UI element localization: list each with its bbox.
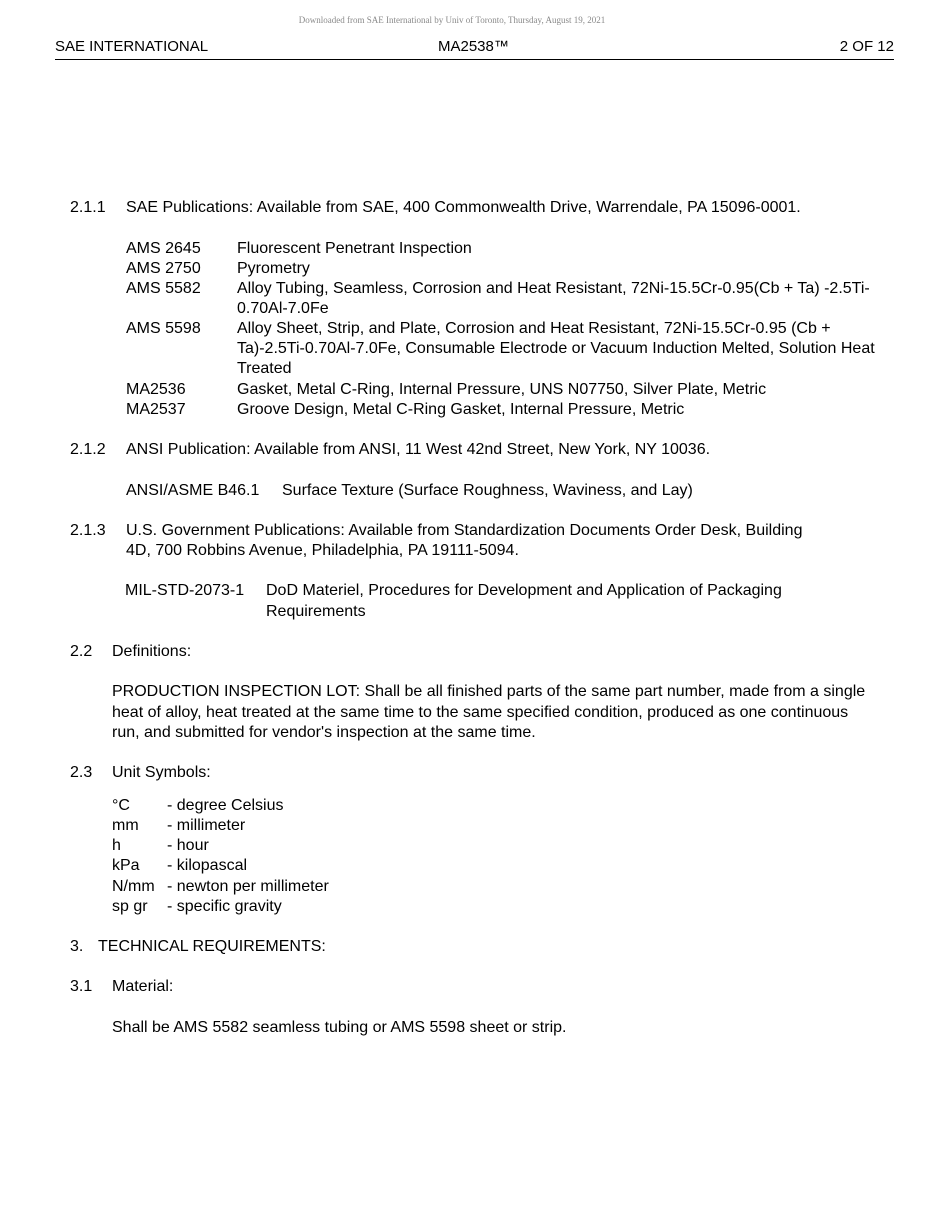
- publication-title: Pyrometry: [237, 260, 310, 277]
- publication-code: AMS 2645: [126, 240, 201, 257]
- publication-code-ansi: ANSI/ASME B46.1: [126, 482, 260, 499]
- section-text-2-1-3-line1: U.S. Government Publications: Available from Standardization Documents Order Desk, Building: [126, 522, 803, 539]
- publication-title: Groove Design, Metal C-Ring Gasket, Internal Pressure, Metric: [237, 401, 685, 418]
- page-header: [55, 38, 894, 60]
- publication-code: MA2536: [126, 381, 186, 398]
- section-title-material: Material:: [112, 978, 174, 995]
- publication-title-mil-line1: DoD Materiel, Procedures for Development and Application of Packaging: [266, 582, 782, 599]
- section-number-2-2: 2.2: [70, 643, 93, 660]
- section-number-3-1: 3.1: [70, 978, 93, 995]
- list-item: [126, 319, 886, 379]
- publication-code-mil: MIL-STD-2073-1: [125, 582, 245, 599]
- unit-symbol: sp gr: [112, 898, 148, 915]
- section-text-2-1-1: SAE Publications: Available from SAE, 400 Commonwealth Drive, Warrendale, PA 15096-0001.: [126, 199, 801, 216]
- section-number-2-1-2: 2.1.2: [70, 441, 106, 458]
- list-item: [126, 239, 886, 259]
- list-item: [126, 259, 886, 279]
- download-watermark: Downloaded from SAE International by Univ of Toronto, Thursday, August 19, 2021: [298, 15, 606, 25]
- unit-meaning: - millimeter: [167, 817, 246, 834]
- publication-code: AMS 2750: [126, 260, 201, 277]
- section-number-2-1-1: 2.1.1: [70, 199, 106, 216]
- section-text-2-1-2: ANSI Publication: Available from ANSI, 11 West 42nd Street, New York, NY 10036.: [126, 441, 711, 458]
- unit-meaning: - degree Celsius: [167, 797, 284, 814]
- unit-symbol: h: [112, 837, 121, 854]
- unit-symbol: kPa: [112, 857, 140, 874]
- definition-paragraph: PRODUCTION INSPECTION LOT: Shall be all finished parts of the same part number, made from a single heat of alloy, heat treated at the same time to the same specified condition, produced as one continuous run, and submitted for vendor's inspection at the same time.: [112, 683, 866, 741]
- section-number-2-3: 2.3: [70, 764, 93, 781]
- publication-code: AMS 5582: [126, 280, 201, 297]
- section-text-2-1-3-line2: 4D, 700 Robbins Avenue, Philadelphia, PA 19111-5094.: [126, 542, 519, 559]
- unit-meaning: - newton per millimeter: [167, 878, 329, 895]
- section-title-technical-requirements: TECHNICAL REQUIREMENTS:: [98, 938, 326, 955]
- unit-symbol: mm: [112, 817, 139, 834]
- header-organization: SAE INTERNATIONAL: [55, 38, 209, 55]
- publication-title-mil-line2: Requirements: [266, 603, 366, 620]
- header-page-number: 2 OF 12: [839, 38, 894, 55]
- list-item: [126, 279, 886, 319]
- publication-title-ansi: Surface Texture (Surface Roughness, Waviness, and Lay): [282, 482, 693, 499]
- list-item: [126, 380, 886, 400]
- section-title-definitions: Definitions:: [112, 643, 192, 660]
- unit-meaning: - hour: [167, 837, 209, 854]
- unit-meaning: - specific gravity: [167, 898, 282, 915]
- section-number-3: 3.: [70, 938, 84, 955]
- section-number-2-1-3: 2.1.3: [70, 522, 106, 539]
- publication-code: MA2537: [126, 401, 186, 418]
- material-paragraph: Shall be AMS 5582 seamless tubing or AMS 5598 sheet or strip.: [112, 1019, 567, 1036]
- section-title-unit-symbols: Unit Symbols:: [112, 764, 211, 781]
- unit-meaning: - kilopascal: [167, 857, 248, 874]
- list-item: [126, 400, 886, 420]
- publication-title: Alloy Tubing, Seamless, Corrosion and Heat Resistant, 72Ni-15.5Cr-0.95(Cb + Ta) -2.5Ti-0.70Al-7.0Fe: [237, 280, 870, 318]
- publication-title: Fluorescent Penetrant Inspection: [237, 240, 472, 257]
- publication-title: Alloy Sheet, Strip, and Plate, Corrosion and Heat Resistant, 72Ni-15.5Cr-0.95 (Cb + Ta)-2.5Ti-0.70Al-7.0Fe, Consumable Electrode or Vacuum Induction Melted, Solution Heat Treated: [237, 320, 875, 378]
- unit-symbol: N/mm: [112, 878, 155, 895]
- publication-code: AMS 5598: [126, 320, 201, 337]
- publication-title: Gasket, Metal C-Ring, Internal Pressure, UNS N07750, Silver Plate, Metric: [237, 381, 767, 398]
- unit-symbol: °C: [112, 797, 130, 814]
- header-document-id: MA2538™: [438, 38, 509, 55]
